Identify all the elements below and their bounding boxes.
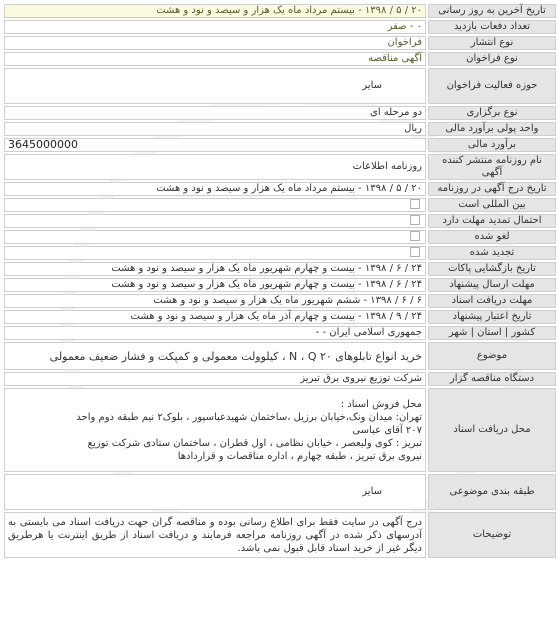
value-visit-count: ۰ - صفر bbox=[4, 20, 426, 34]
value-newspaper-date: ۲۰ / ۵ / ۱۳۹۸ - بیستم مرداد ماه یک هزار و سیصد و نود و هشت bbox=[4, 182, 426, 196]
value-location: جمهوری اسلامی ایران - - bbox=[4, 326, 426, 340]
row-organizer bbox=[4, 372, 556, 386]
row-opening-date bbox=[4, 262, 556, 276]
row-submission-deadline bbox=[4, 278, 556, 292]
value-submission-deadline: ۲۴ / ۶ / ۱۳۹۸ - بیست و چهارم شهریور ماه یک هزار و سیصد و نود و هشت bbox=[4, 278, 426, 292]
row-visit-count bbox=[4, 20, 556, 34]
value-last-update: ۲۰ / ۵ / ۱۳۹۸ - بیستم مرداد ماه یک هزار و سیصد و نود و هشت bbox=[4, 4, 426, 18]
row-cancelled bbox=[4, 230, 556, 244]
label-subject: موضوع bbox=[428, 342, 556, 370]
value-opening-date: ۲۴ / ۶ / ۱۳۹۸ - بیست و چهارم شهریور ماه یک هزار و سیصد و نود و هشت bbox=[4, 262, 426, 276]
row-renewed bbox=[4, 246, 556, 260]
doc-location-line-1: محل فروش اسناد : bbox=[340, 398, 422, 410]
label-call-type: نوع فراخوان bbox=[428, 52, 556, 66]
value-estimate: 3645000000 bbox=[4, 138, 426, 152]
value-cancelled bbox=[4, 230, 426, 244]
doc-location-line-4: تبریز : کوی ولیعصر ، خیابان نظامی ، اول قطران ، ساختمان ستادی شرکت توزیع bbox=[87, 437, 422, 449]
row-call-type bbox=[4, 52, 556, 66]
doc-location-line-3: ۲۰۷ آقای عباسی bbox=[352, 424, 422, 436]
doc-location-line-2: تهران: میدان ونک،خیابان برزیل ،ساختمان شهیدعباسپور ، بلوک۲ نیم طبقه دوم واحد bbox=[76, 411, 422, 423]
value-call-type: آگهی مناقصه bbox=[4, 52, 426, 66]
row-doc-location bbox=[4, 388, 556, 472]
tender-info-table bbox=[2, 2, 558, 560]
label-visit-count: تعداد دفعات بازدید bbox=[428, 20, 556, 34]
value-document-deadline: ۶ / ۶ / ۱۳۹۸ - ششم شهریور ماه یک هزار و سیصد و نود و هشت bbox=[4, 294, 426, 308]
label-cancelled: لغو شده bbox=[428, 230, 556, 244]
label-currency: واحد پولی برآورد مالی bbox=[428, 122, 556, 136]
value-procedure: دو مرحله ای bbox=[4, 106, 426, 120]
row-activity-area bbox=[4, 68, 556, 104]
row-newspaper-date bbox=[4, 182, 556, 196]
value-renewed bbox=[4, 246, 426, 260]
label-opening-date: تاریخ بازگشایی پاکات bbox=[428, 262, 556, 276]
row-publish-type bbox=[4, 36, 556, 50]
value-doc-location bbox=[4, 388, 426, 472]
label-notes: توضیحات bbox=[428, 512, 556, 558]
label-estimate: برآورد مالی bbox=[428, 138, 556, 152]
label-location: کشور | استان | شهر bbox=[428, 326, 556, 340]
row-currency bbox=[4, 122, 556, 136]
label-activity-area: حوزه فعالیت فراخوان bbox=[428, 68, 556, 104]
value-currency: ریال bbox=[4, 122, 426, 136]
label-publish-type: نوع انتشار bbox=[428, 36, 556, 50]
row-subject bbox=[4, 342, 556, 370]
row-proposal-validity bbox=[4, 310, 556, 324]
label-doc-location: محل دریافت اسناد bbox=[428, 388, 556, 472]
value-publish-type: فراخوان bbox=[4, 36, 426, 50]
label-proposal-validity: تاریخ اعتبار پیشنهاد bbox=[428, 310, 556, 324]
value-international bbox=[4, 198, 426, 212]
label-international: بین المللی است bbox=[428, 198, 556, 212]
row-notes bbox=[4, 512, 556, 558]
value-organizer: شرکت توزیع نیروی برق تبریز bbox=[4, 372, 426, 386]
row-extension bbox=[4, 214, 556, 228]
value-notes: درج آگهی در سایت فقط برای اطلاع رسانی بوده و مناقصه گران جهت دریافت اسناد می بایستی به آدرسهای ذکر شده در آگهی روزنامه مراجعه فرمایند و دریافت اسناد از طریق اینترنت یا هرطریق دیگر غیر از خرید اسناد قابل قبول نمی باشد. bbox=[4, 512, 426, 558]
extension-checkbox bbox=[410, 215, 420, 225]
international-checkbox bbox=[410, 199, 420, 209]
label-newspaper-date: تاریخ درج آگهی در روزنامه bbox=[428, 182, 556, 196]
value-category bbox=[4, 474, 426, 510]
label-last-update: تاریخ آخرین به روز رسانی bbox=[428, 4, 556, 18]
row-newspaper bbox=[4, 154, 556, 180]
value-activity-area bbox=[4, 68, 426, 104]
value-proposal-validity: ۲۴ / ۹ / ۱۳۹۸ - بیست و چهارم آذر ماه یک هزار و سیصد و نود و هشت bbox=[4, 310, 426, 324]
label-extension: احتمال تمدید مهلت دارد bbox=[428, 214, 556, 228]
label-submission-deadline: مهلت ارسال پیشنهاد bbox=[428, 278, 556, 292]
row-location bbox=[4, 326, 556, 340]
row-estimate bbox=[4, 138, 556, 152]
value-extension bbox=[4, 214, 426, 228]
cancelled-checkbox bbox=[410, 231, 420, 241]
label-document-deadline: مهلت دریافت اسناد bbox=[428, 294, 556, 308]
label-renewed: تجدید شده bbox=[428, 246, 556, 260]
value-subject: خرید انواع تابلوهای ۲۰ N ، Q ، کیلوولت معمولی و کمپکت و فشار ضعیف معمولی bbox=[4, 342, 426, 370]
row-international bbox=[4, 198, 556, 212]
label-organizer: دستگاه مناقصه گزار bbox=[428, 372, 556, 386]
value-activity-area-text: سایر bbox=[362, 80, 382, 91]
label-newspaper: نام روزنامه منتشر کننده آگهی bbox=[428, 154, 556, 180]
row-category bbox=[4, 474, 556, 510]
row-last-update bbox=[4, 4, 556, 18]
value-category-text: سایر bbox=[362, 486, 382, 497]
doc-location-lines bbox=[8, 398, 422, 463]
row-document-deadline bbox=[4, 294, 556, 308]
label-category: طبقه بندی موضوعی bbox=[428, 474, 556, 510]
value-newspaper: روزنامه اطلاعات bbox=[4, 154, 426, 180]
row-procedure bbox=[4, 106, 556, 120]
renewed-checkbox bbox=[410, 247, 420, 257]
doc-location-line-5: نیروی برق تبریز ، طبقه چهارم ، اداره مناقصات و قراردادها bbox=[177, 450, 422, 462]
label-procedure: نوع برگزاری bbox=[428, 106, 556, 120]
